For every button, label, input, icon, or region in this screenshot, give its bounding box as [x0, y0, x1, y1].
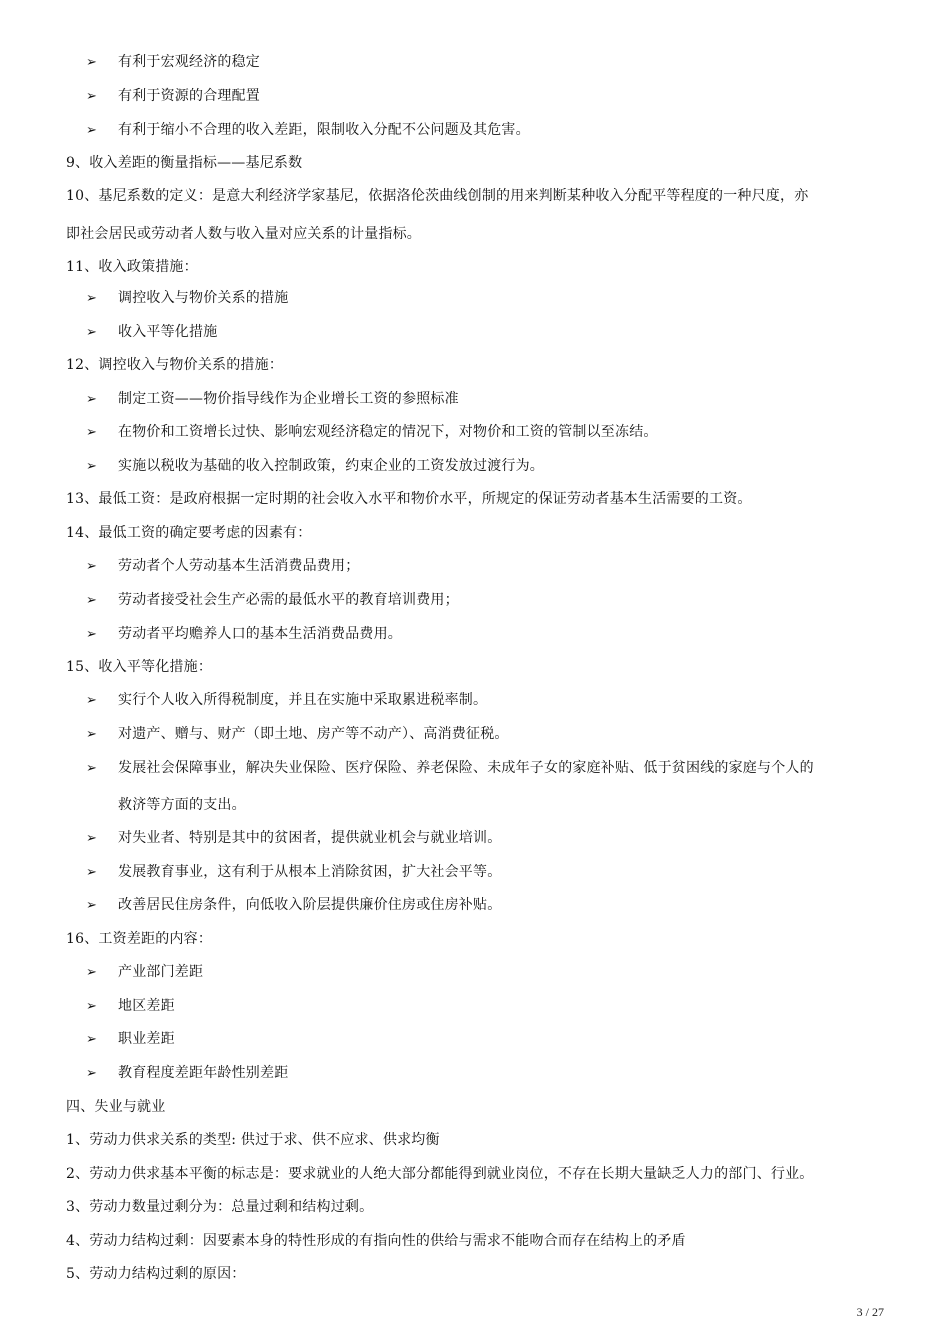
- arrow-bullet-icon: ➢: [86, 727, 98, 742]
- arrow-bullet-icon: ➢: [86, 559, 98, 574]
- line-text: 产业部门差距: [118, 964, 204, 980]
- line-text: 有利于宏观经济的稳定: [118, 54, 260, 70]
- bullet-item: [86, 322, 888, 343]
- paragraph-line: [66, 1130, 888, 1150]
- line-text: 4、劳动力结构过剩：因要素本身的特性形成的有指向性的供给与需求不能吻合而存在结构上的矛盾: [66, 1233, 686, 1249]
- paragraph-line: [66, 523, 888, 543]
- bullet-item: [86, 422, 888, 443]
- arrow-bullet-icon: ➢: [86, 865, 98, 880]
- arrow-bullet-icon: ➢: [86, 1066, 98, 1081]
- line-text: 13、最低工资：是政府根据一定时期的社会收入水平和物价水平，所规定的保证劳动者基本生活需要的工资。: [66, 491, 752, 507]
- bullet-item: [86, 590, 888, 611]
- line-text: 地区差距: [118, 998, 175, 1014]
- line-text: 16、工资差距的内容：: [66, 931, 213, 947]
- line-text: 改善居民住房条件，向低收入阶层提供廉价住房或住房补贴。: [118, 897, 502, 913]
- arrow-bullet-icon: ➢: [86, 325, 98, 340]
- arrow-bullet-icon: ➢: [86, 831, 98, 846]
- arrow-bullet-icon: ➢: [86, 459, 98, 474]
- paragraph-line: [66, 929, 888, 949]
- arrow-bullet-icon: ➢: [86, 55, 98, 70]
- arrow-bullet-icon: ➢: [86, 693, 98, 708]
- bullet-item: [86, 690, 888, 711]
- arrow-bullet-icon: ➢: [86, 898, 98, 913]
- paragraph-line: [66, 657, 888, 677]
- line-text: 有利于资源的合理配置: [118, 88, 260, 104]
- line-text: 制定工资——物价指导线作为企业增长工资的参照标准: [118, 391, 459, 407]
- paragraph-line: [66, 355, 888, 375]
- paragraph-line: [66, 224, 888, 244]
- paragraph-line: [66, 153, 888, 173]
- bullet-continuation: [118, 795, 888, 815]
- bullet-item: [86, 862, 888, 883]
- bullet-item: [86, 86, 888, 107]
- arrow-bullet-icon: ➢: [86, 999, 98, 1014]
- bullet-item: [86, 828, 888, 849]
- paragraph-line: [66, 489, 888, 509]
- line-text: 调控收入与物价关系的措施: [118, 290, 289, 306]
- bullet-item: [86, 895, 888, 916]
- paragraph-line: [66, 1164, 888, 1184]
- line-text: 对遗产、赠与、财产（即土地、房产等不动产）、高消费征税。: [118, 726, 509, 742]
- line-text: 劳动者个人劳动基本生活消费品费用；: [118, 558, 360, 574]
- bullet-item: [86, 724, 888, 745]
- arrow-bullet-icon: ➢: [86, 965, 98, 980]
- line-text: 15、收入平等化措施：: [66, 659, 213, 675]
- paragraph-line: [66, 186, 888, 206]
- bullet-item: [86, 456, 888, 477]
- bullet-item: [86, 962, 888, 983]
- paragraph-line: [66, 1231, 888, 1251]
- line-text: 11、收入政策措施：: [66, 259, 198, 275]
- line-text: 劳动者接受社会生产必需的最低水平的教育培训费用；: [118, 592, 459, 608]
- bullet-item: [86, 1029, 888, 1050]
- bullet-item: [86, 556, 888, 577]
- line-text: 14、最低工资的确定要考虑的因素有：: [66, 525, 312, 541]
- bullet-item: [86, 120, 888, 141]
- arrow-bullet-icon: ➢: [86, 291, 98, 306]
- line-text: 即社会居民或劳动者人数与收入量对应关系的计量指标。: [66, 226, 421, 242]
- line-text: 12、调控收入与物价关系的措施：: [66, 357, 284, 373]
- paragraph-line: [66, 1197, 888, 1217]
- arrow-bullet-icon: ➢: [86, 425, 98, 440]
- bullet-item: [86, 624, 888, 645]
- arrow-bullet-icon: ➢: [86, 123, 98, 138]
- bullet-item: [86, 996, 888, 1017]
- line-text: 实施以税收为基础的收入控制政策，约束企业的工资发放过渡行为。: [118, 458, 544, 474]
- page-number: 3 / 27: [856, 1305, 884, 1319]
- line-text: 劳动者平均赡养人口的基本生活消费品费用。: [118, 626, 402, 642]
- arrow-bullet-icon: ➢: [86, 627, 98, 642]
- line-text: 9、收入差距的衡量指标——基尼系数: [66, 155, 303, 171]
- line-text: 教育程度差距年龄性别差距: [118, 1065, 289, 1081]
- line-text: 2、劳动力供求基本平衡的标志是：要求就业的人绝大部分都能得到就业岗位，不存在长期大量缺乏人力的部门、行业。: [66, 1166, 814, 1182]
- paragraph-line: [66, 1097, 888, 1117]
- arrow-bullet-icon: ➢: [86, 1032, 98, 1047]
- line-text: 对失业者、特别是其中的贫困者，提供就业机会与就业培训。: [118, 830, 502, 846]
- paragraph-line: [66, 257, 888, 277]
- arrow-bullet-icon: ➢: [86, 392, 98, 407]
- line-text: 收入平等化措施: [118, 324, 218, 340]
- line-text: 职业差距: [118, 1031, 175, 1047]
- line-text: 3、劳动力数量过剩分为：总量过剩和结构过剩。: [66, 1199, 374, 1215]
- line-text: 救济等方面的支出。: [118, 797, 246, 813]
- line-text: 5、劳动力结构过剩的原因：: [66, 1266, 246, 1282]
- paragraph-line: [66, 1264, 888, 1284]
- line-text: 1、劳动力供求关系的类型: 供过于求、供不应求、供求均衡: [66, 1132, 440, 1148]
- line-text: 发展社会保障事业，解决失业保险、医疗保险、养老保险、未成年子女的家庭补贴、低于贫困线的家庭与个人的: [118, 760, 814, 776]
- line-text: 实行个人收入所得税制度，并且在实施中采取累进税率制。: [118, 692, 488, 708]
- line-text: 在物价和工资增长过快、影响宏观经济稳定的情况下，对物价和工资的管制以至冻结。: [118, 424, 658, 440]
- line-text: 10、基尼系数的定义：是意大利经济学家基尼，依据洛伦茨曲线创制的用来判断某种收入分配平等程度的一种尺度，亦: [66, 188, 809, 204]
- bullet-item: [86, 758, 888, 779]
- line-text: 四、失业与就业: [66, 1099, 166, 1115]
- bullet-item: [86, 389, 888, 410]
- bullet-item: [86, 1063, 888, 1084]
- arrow-bullet-icon: ➢: [86, 761, 98, 776]
- arrow-bullet-icon: ➢: [86, 89, 98, 104]
- line-text: 发展教育事业，这有利于从根本上消除贫困，扩大社会平等。: [118, 864, 502, 880]
- line-text: 有利于缩小不合理的收入差距，限制收入分配不公问题及其危害。: [118, 122, 530, 138]
- bullet-item: [86, 52, 888, 73]
- arrow-bullet-icon: ➢: [86, 593, 98, 608]
- bullet-item: [86, 288, 888, 309]
